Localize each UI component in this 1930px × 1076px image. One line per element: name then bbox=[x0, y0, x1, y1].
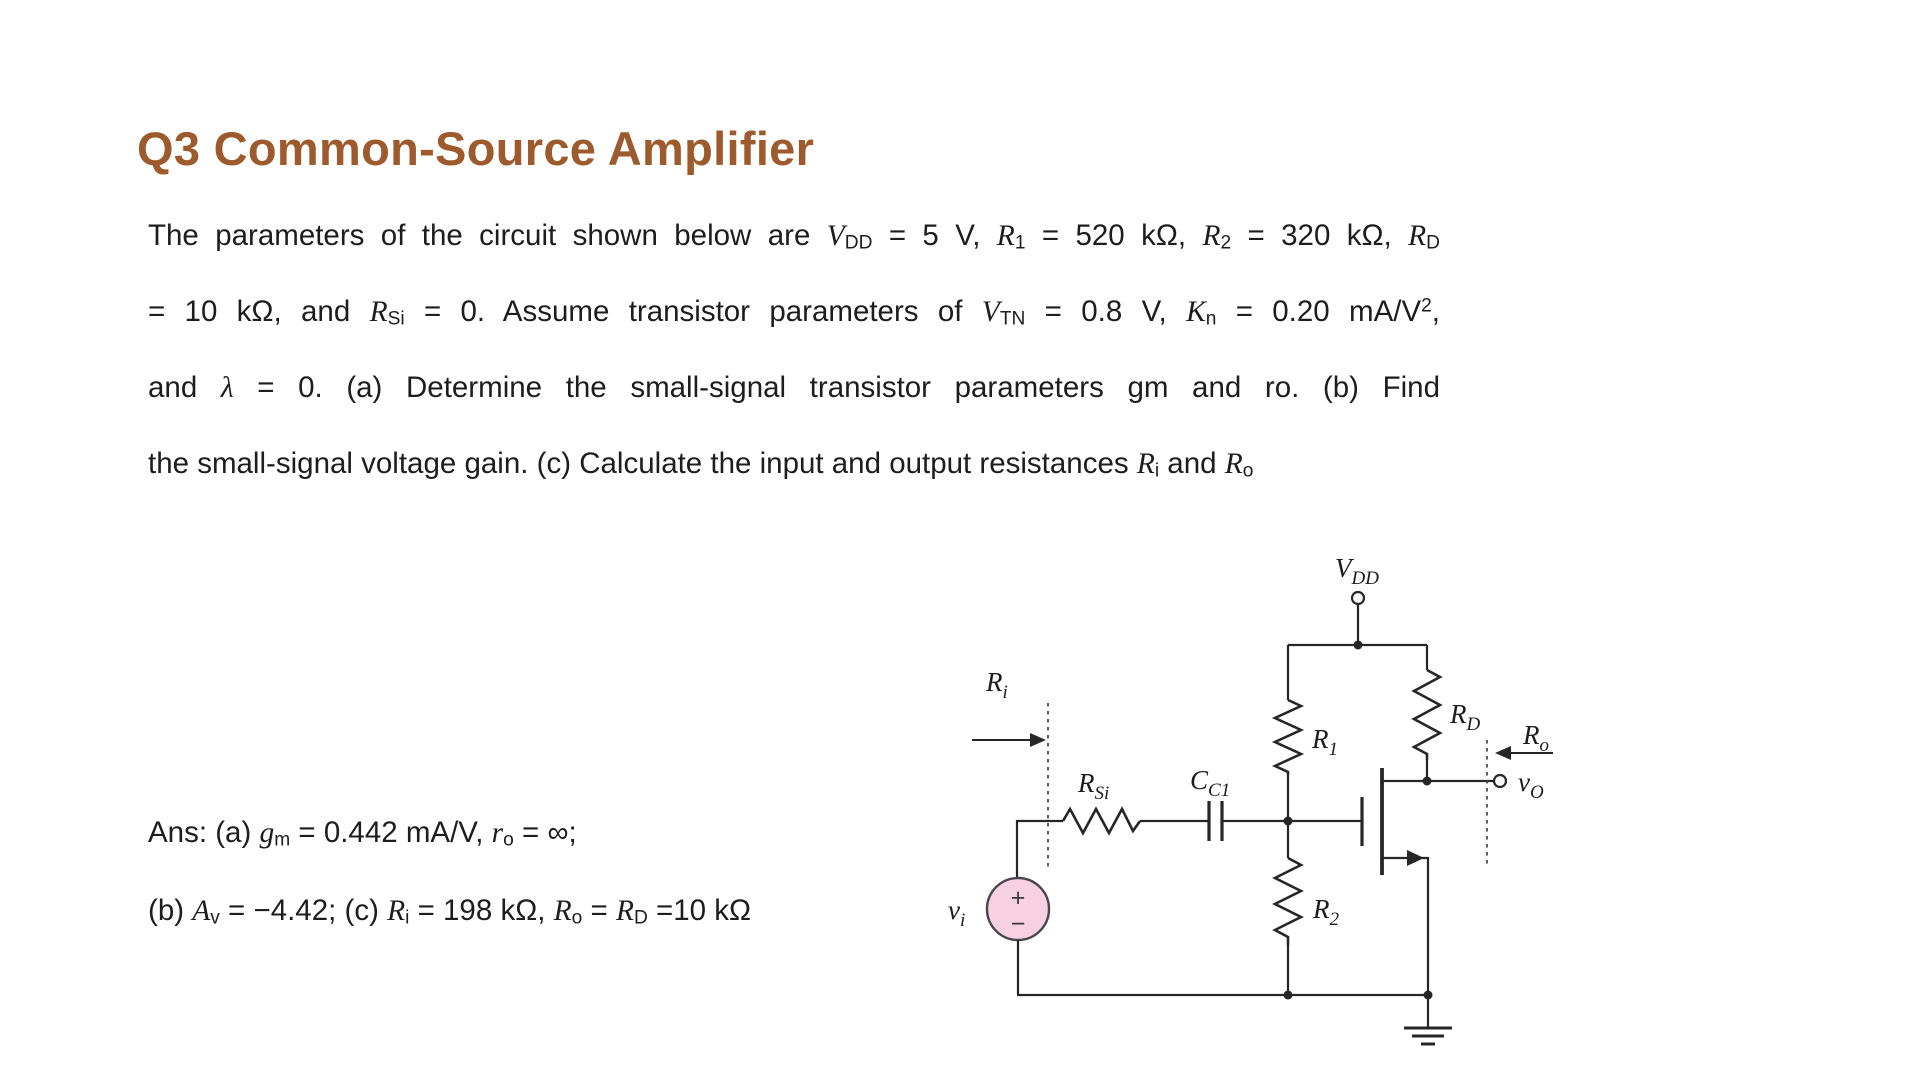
ground-symbol bbox=[1404, 995, 1452, 1044]
page-title: Q3 Common-Source Amplifier bbox=[137, 122, 815, 176]
rsi-zigzag bbox=[1063, 809, 1140, 833]
ri-annotation bbox=[972, 667, 1048, 868]
plus-sign: + bbox=[1010, 884, 1026, 912]
minus-sign: − bbox=[1010, 910, 1026, 938]
source-arrow-icon bbox=[1407, 850, 1424, 866]
answer-text bbox=[148, 794, 968, 950]
resistor-rsi bbox=[1063, 768, 1140, 833]
rsi-label: $R_{Si}$ bbox=[1078, 768, 1110, 804]
junction-dot bbox=[1423, 777, 1432, 786]
cc1-plates bbox=[1209, 801, 1222, 841]
problem-line-4: the small-signal voltage gain. (c) Calculate the input and output resistances $R_i$ and $R_o$ bbox=[148, 447, 1254, 482]
problem-statement bbox=[148, 198, 1440, 502]
source-wire bbox=[1382, 858, 1428, 995]
answer-line-2: (b) $A_v = -4.42$; (c) $R_i = 198$ kΩ, $R_o = R_D =10$ kΩ bbox=[148, 894, 752, 929]
problem-line-2: = 10 kΩ, and $R_{Si} = 0$. Assume transistor parameters of $V_{TN} = 0.8$ V, $K_n = 0.20$ $mA/V^2$, bbox=[148, 295, 1440, 330]
vdd-terminal-circle bbox=[1352, 592, 1364, 604]
capacitor-cc1 bbox=[1140, 765, 1362, 841]
junction-dot bbox=[1284, 991, 1293, 1000]
vdd-terminal bbox=[1335, 553, 1379, 650]
ri-arrow-icon bbox=[1030, 733, 1046, 747]
r1-zigzag bbox=[1275, 700, 1301, 775]
resistor-rd bbox=[1414, 645, 1481, 781]
rd-zigzag bbox=[1414, 670, 1440, 760]
vi-top-wire bbox=[1017, 821, 1063, 878]
vi-source bbox=[948, 821, 1063, 995]
problem-line-3: and λ = 0. (a) Determine the small-signal transistor parameters gm and ro. (b) Find bbox=[148, 371, 1440, 404]
r1-label: $R_1$ bbox=[1312, 724, 1338, 760]
r2-label: $R_2$ bbox=[1313, 894, 1339, 930]
ground-bars-icon bbox=[1404, 1028, 1452, 1044]
vo-label: $v_O$ bbox=[1518, 767, 1544, 803]
cc1-label: $C_{C1}$ bbox=[1190, 765, 1231, 801]
ro-arrow-icon bbox=[1495, 746, 1511, 760]
ri-label: $R_i$ bbox=[986, 667, 1008, 703]
circuit-diagram bbox=[930, 535, 1610, 1076]
ro-label: $R_o$ bbox=[1523, 720, 1549, 756]
r2-zigzag bbox=[1275, 858, 1301, 945]
resistor-r2 bbox=[1275, 821, 1340, 995]
rd-label: $R_D$ bbox=[1450, 699, 1481, 735]
vdd-label: $V_{DD}$ bbox=[1335, 553, 1379, 589]
resistor-r1 bbox=[1275, 645, 1338, 821]
answer-line-1: Ans: (a) $g_m = 0.442$ mA/V, $r_o$ = ∞; bbox=[148, 816, 577, 851]
vo-terminal-circle bbox=[1494, 775, 1506, 787]
problem-line-1: The parameters of the circuit shown below are $V_{DD} = 5$ V, $R_1 = 520$ kΩ, $R_2 = 320$ kΩ, $R_D$ bbox=[148, 219, 1440, 254]
output-terminal bbox=[1494, 767, 1544, 803]
vi-label: $v_i$ bbox=[948, 895, 966, 931]
mosfet bbox=[1362, 768, 1494, 995]
